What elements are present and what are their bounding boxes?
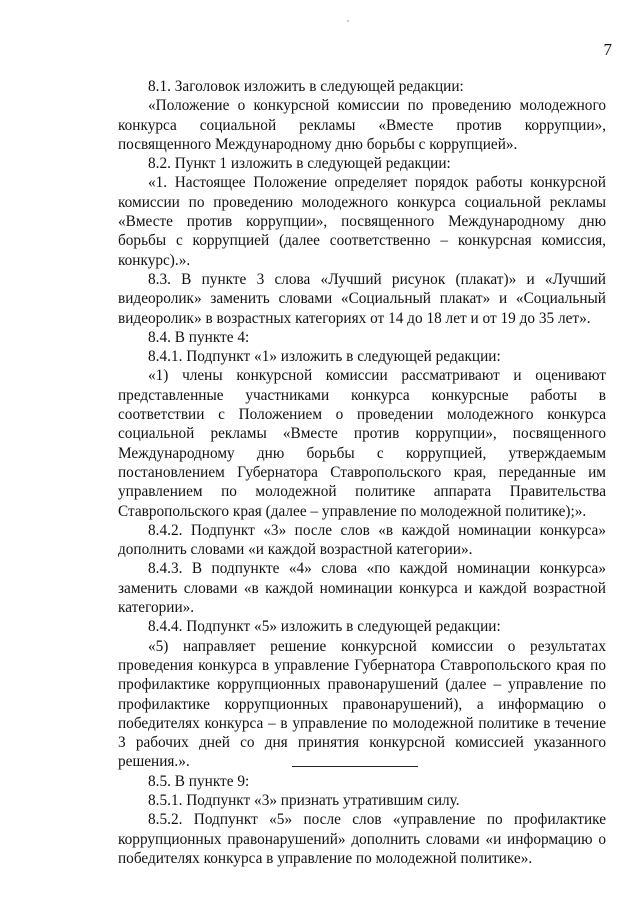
paragraph-8-1: 8.1. Заголовок изложить в следующей редакции:	[148, 78, 464, 95]
paragraph-8-5: 8.5. В пункте 9:	[148, 772, 250, 790]
paragraph-8-4-2: 8.4.2. Подпункт «3» после слов «в каждой номинации конкурса» дополнить словами «и каждой возрастной категории».	[118, 521, 606, 559]
paragraph-8-2: 8.2. Пункт 1 изложить в следующей редакции:	[148, 155, 451, 173]
paragraph-8-3: 8.3. В пункте 3 слова «Лучший рисунок (плакат)» и «Лучший видеоролик» заменить словами «Социальный плакат» и «Социальный видеоролик» в возрастных категориях от 14 до 18 лет и от 19 до 35 лет».	[118, 270, 606, 327]
paragraph-8-4-3: 8.4.3. В подпункте «4» слова «по каждой номинации конкурса» заменить словами «в каждой номинации конкурса и каждой возрастной категории».	[118, 560, 606, 617]
paragraph-8-4-4-quote: «5) направляет решение конкурсной комиссии о результатах проведения конкурса в управление Губернатора Ставропольского края по профилактике коррупционных правонарушений (далее – управление по профилактике коррупционных правонарушений), а информацию о победителях конкурса – в управление по молодежной политике в течение 3 рабочих дней со дня принятия конкурсной комиссией указанного решения.».	[118, 637, 606, 771]
scan-speck	[347, 20, 349, 22]
page-number: 7	[603, 40, 612, 59]
paragraph-8-2-quote: «1. Настоящее Положение определяет порядок работы конкурсной комиссии по проведению молодежного конкурса социальной рекламы «Вместе против коррупции», посвященного Международному дню борьбы с коррупцией (далее соответственно – конкурсная комиссия, конкурс).».	[118, 174, 606, 269]
document-body	[118, 77, 606, 868]
paragraph-8-4-1: 8.4.1. Подпункт «1» изложить в следующей редакции:	[148, 348, 501, 366]
paragraph-8-4: 8.4. В пункте 4:	[148, 328, 250, 346]
end-separator-line	[292, 766, 418, 767]
paragraph-8-5-1: 8.5.1. Подпункт «3» признать утратившим силу.	[148, 791, 460, 809]
paragraph-8-1-quote: «Положение о конкурсной комиссии по проведению молодежного конкурса социальной рекламы «Вместе против коррупции», посвященного Международному дню борьбы с коррупцией».	[118, 97, 606, 153]
paragraph-8-4-1-quote: «1) члены конкурсной комиссии рассматривают и оценивают представленные участниками конкурса конкурсные работы в соответствии с Положением о проведении молодежного конкурса социальной рекламы «Вместе против коррупции», посвященного Международному дню борьбы с коррупцией, утверждаемым постановлением Губернатора Ставропольского края, переданные им управлением по молодежной политике аппарата Правительства Ставропольского края (далее – управление по молодежной политике);».	[118, 367, 606, 520]
paragraph-8-5-2: 8.5.2. Подпункт «5» после слов «управление по профилактике коррупционных правонарушений» дополнить словами «и информацию о победителях конкурса в управление по молодежной политике».	[118, 811, 606, 867]
paragraph-8-4-4: 8.4.4. Подпункт «5» изложить в следующей редакции:	[148, 618, 501, 636]
